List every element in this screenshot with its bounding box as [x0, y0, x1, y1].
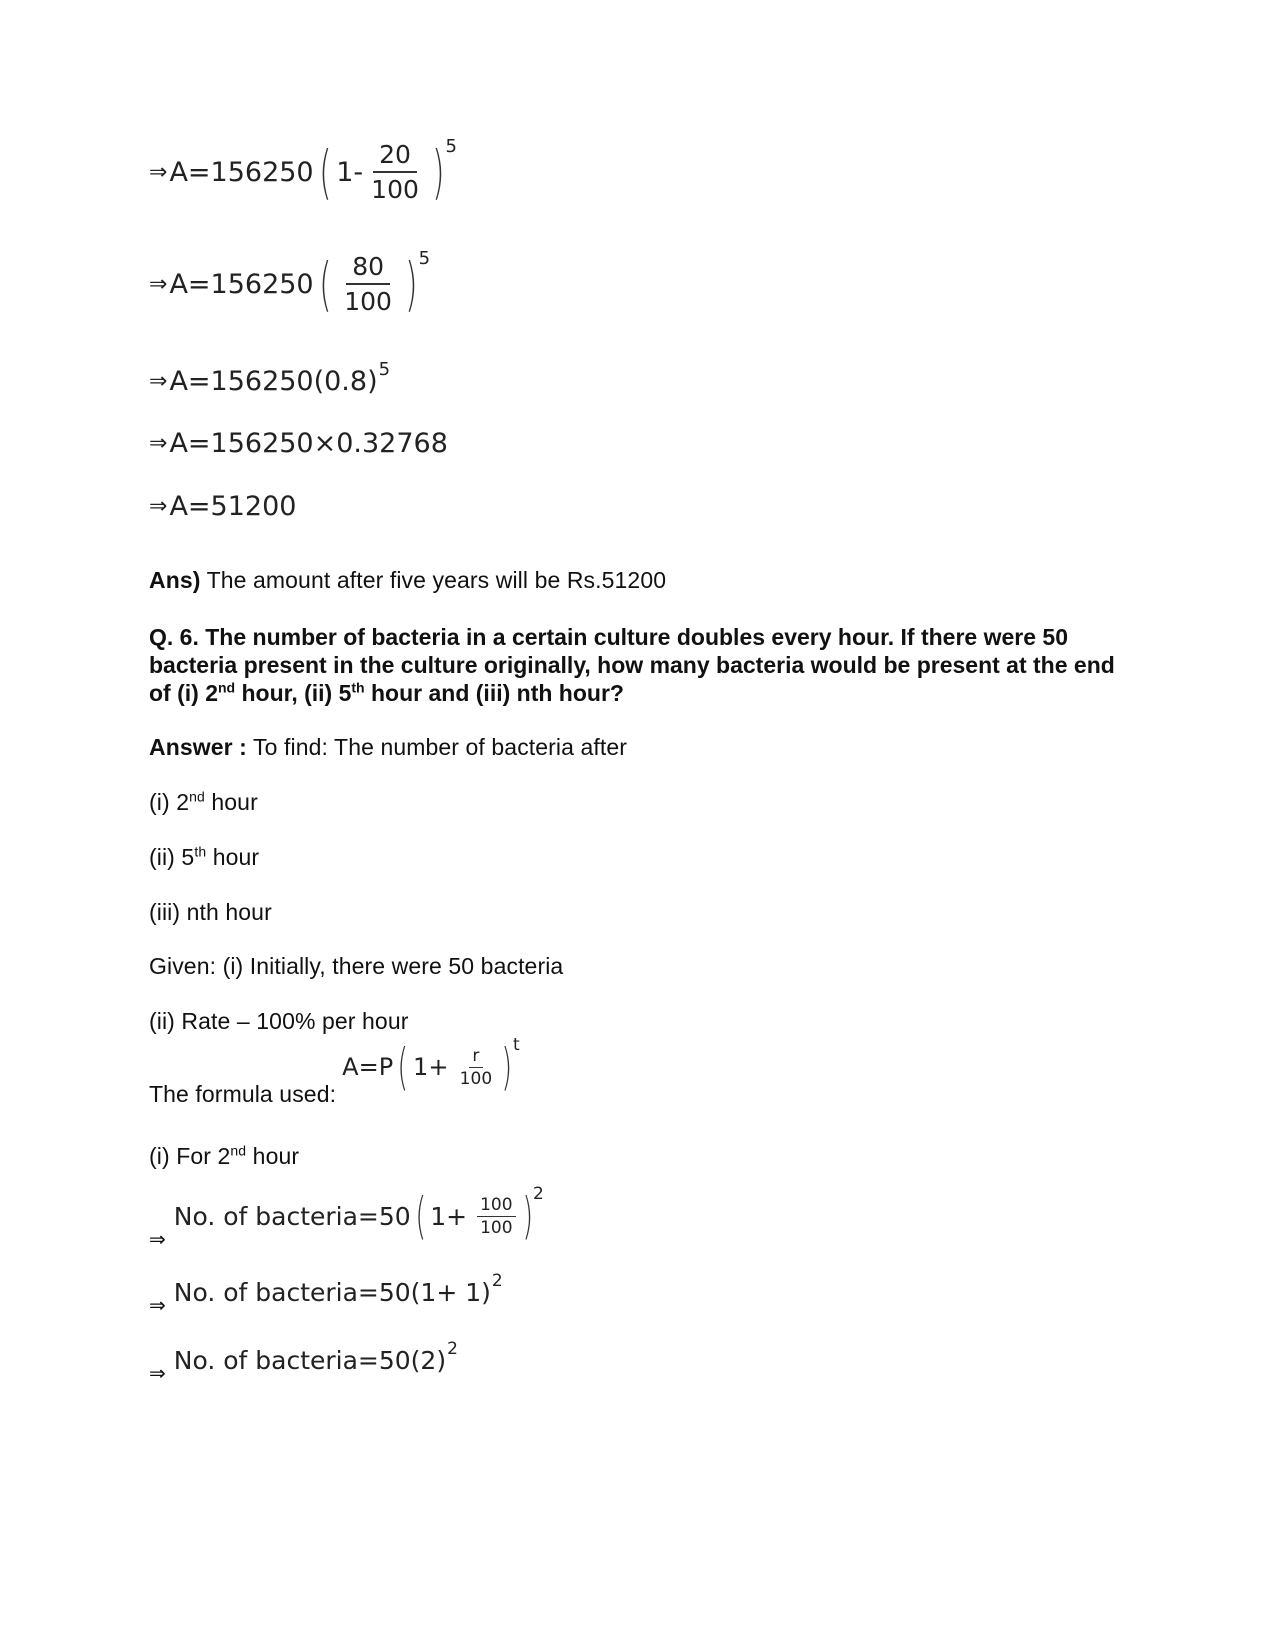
equation-lhs: A=156250 — [169, 268, 314, 300]
for-2nd-hour — [149, 1143, 299, 1170]
right-paren: ) — [431, 138, 445, 206]
equation-3 — [149, 359, 391, 397]
numerator: 80 — [346, 252, 390, 285]
left-paren: ( — [318, 250, 332, 318]
exponent: 2 — [491, 1270, 503, 1291]
answer-text: To find: The number of bacteria after — [246, 734, 628, 760]
given-line-2: (ii) Rate – 100% per hour — [149, 1008, 409, 1034]
formula-expression — [342, 1035, 520, 1096]
bacteria-expression — [173, 1338, 458, 1375]
fraction — [457, 1046, 496, 1089]
numerator: 100 — [477, 1195, 515, 1217]
exponent: 5 — [378, 359, 391, 380]
equation-5 — [149, 491, 296, 522]
question-sup-2: th — [351, 679, 365, 696]
item-ii-sup: th — [194, 843, 207, 860]
for-2nd-sup: nd — [230, 1142, 247, 1159]
fraction — [365, 140, 425, 204]
item-ii-pre: (ii) 5 — [149, 844, 195, 870]
exponent: t — [512, 1035, 520, 1055]
for-2nd-pre: (i) For 2 — [149, 1143, 231, 1169]
denominator: 100 — [344, 287, 392, 316]
fraction — [338, 252, 398, 316]
left-paren: ( — [318, 138, 332, 206]
formula-lhs: A=P — [342, 1053, 394, 1081]
answer-label: Answer : — [149, 734, 247, 760]
numerator: 20 — [373, 140, 417, 173]
implies-arrow: ⇒ — [149, 369, 168, 394]
implies-arrow: ⇒ — [149, 431, 168, 456]
implies-arrow: ⇒ — [149, 1227, 166, 1251]
item-i-pre: (i) 2 — [149, 789, 190, 815]
implies-arrow: ⇒ — [149, 494, 168, 519]
one-minus: 1- — [336, 156, 364, 188]
exponent: 2 — [447, 1338, 458, 1359]
item-ii — [149, 844, 259, 871]
item-ii-post: hour — [206, 844, 260, 870]
equation-lhs: A=156250 — [169, 156, 314, 188]
denominator: 100 — [459, 1068, 493, 1089]
formula-line — [149, 1035, 520, 1110]
implies-arrow: ⇒ — [149, 159, 168, 185]
item-i-sup: nd — [189, 788, 205, 805]
numerator: r — [469, 1046, 482, 1068]
one-plus: 1+ — [413, 1053, 449, 1081]
exponent: 5 — [418, 247, 431, 269]
equation-text: A=156250×0.32768 — [169, 428, 448, 459]
right-paren: ) — [405, 250, 418, 318]
bacteria-text: No. of bacteria=50(1+ 1) — [173, 1278, 491, 1307]
bacteria-expression — [173, 1270, 503, 1307]
bacteria-equation-2 — [149, 1270, 503, 1319]
item-iii: (iii) nth hour — [149, 899, 272, 925]
question-text-2: hour, (ii) 5 — [235, 680, 352, 706]
item-i-post: hour — [204, 789, 258, 815]
question-text-3: hour and (iii) nth hour? — [364, 680, 624, 706]
equation-4 — [149, 428, 448, 459]
item-i — [149, 789, 258, 816]
exponent: 5 — [445, 135, 457, 157]
right-paren: ) — [501, 1038, 513, 1096]
ans-text: The amount after five years will be Rs.51200 — [200, 567, 667, 593]
given-line-1: Given: (i) Initially, there were 50 bacteria — [149, 953, 564, 979]
ans-line — [149, 567, 666, 594]
exponent: 2 — [533, 1184, 544, 1204]
denominator: 100 — [480, 1217, 513, 1238]
one-plus: 1+ — [430, 1201, 468, 1231]
implies-arrow: ⇒ — [149, 271, 168, 297]
bacteria-lhs: No. of bacteria=50 — [173, 1201, 411, 1231]
formula-label: The formula used: — [149, 1081, 337, 1107]
equation-1 — [149, 135, 457, 206]
ans-label: Ans) — [149, 567, 201, 593]
answer-line — [149, 734, 627, 761]
equation-text: A=51200 — [169, 491, 297, 522]
equation-text: A=156250(0.8) — [169, 366, 378, 397]
bacteria-equation-1 — [149, 1184, 544, 1253]
left-paren: ( — [415, 1187, 426, 1245]
left-paren: ( — [397, 1038, 409, 1096]
bacteria-text: No. of bacteria=50(2) — [173, 1346, 447, 1375]
implies-arrow: ⇒ — [149, 1361, 166, 1385]
denominator: 100 — [371, 175, 419, 204]
right-paren: ) — [521, 1187, 533, 1245]
for-2nd-post: hour — [246, 1143, 300, 1169]
implies-arrow: ⇒ — [149, 1293, 166, 1317]
question-sup-1: nd — [218, 679, 236, 696]
fraction — [477, 1195, 515, 1238]
equation-2 — [149, 247, 431, 318]
bacteria-expression — [173, 1184, 544, 1245]
question-6 — [149, 623, 1119, 707]
question-text-1: Q. 6. The number of bacteria in a certain culture doubles every hour. If there were 50 bacteria present in the culture originally, how many bacteria would be present at the end of (i) 2 — [149, 624, 1115, 706]
bacteria-equation-3 — [149, 1338, 458, 1387]
